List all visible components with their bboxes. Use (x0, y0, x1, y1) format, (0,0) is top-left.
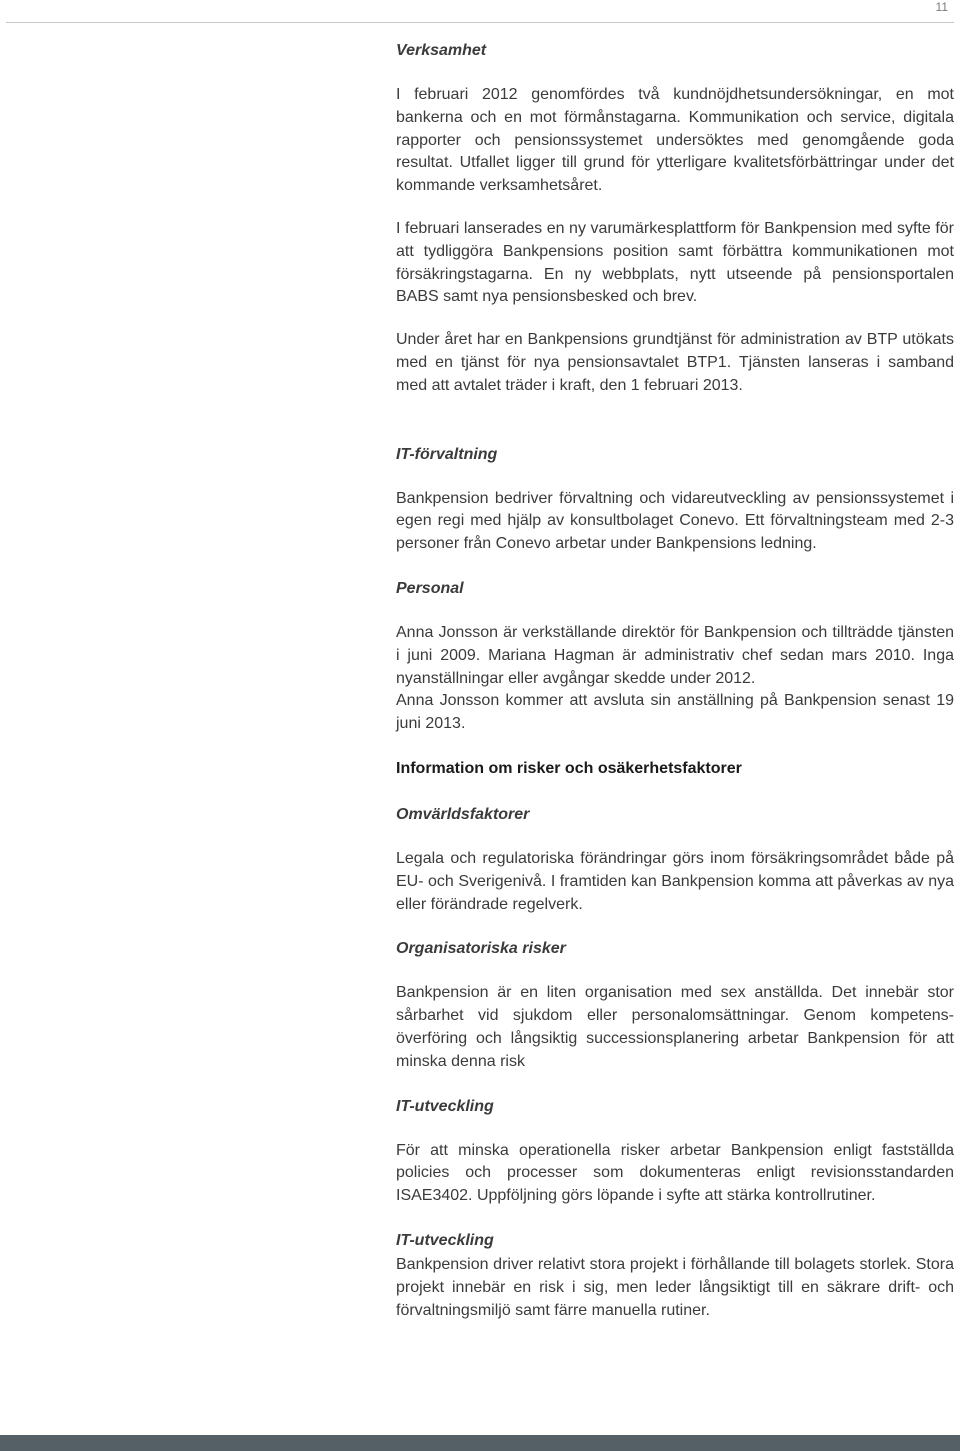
heading-it-utveckling-2: IT-utveckling (396, 1231, 494, 1249)
heading-omvarldsfaktorer: Omvärldsfaktorer (396, 805, 530, 823)
paragraph-organisatoriska-risker: Bankpension är en liten organisation med sex anställda. Det innebär stor sårbarhet vid sjukdom eller personalomsättningar. Genom kompetensöverföring och långsiktig successionsplanering arbetar Bankpension för att minska denna risk (396, 984, 954, 1070)
paragraph-it-utveckling-2: Bankpension driver relativt stora projekt i förhållande till bolagets storlek. Stora projekt innebär en risk i sig, men leder långsiktigt till en säkrare drift- och förvaltningsmiljö samt färre manuella rutiner. (396, 1255, 954, 1319)
paragraph-personal-1: Anna Jonsson är verkställande direktör för Bankpension och tillträdde tjänsten i juni 2009. Mariana Hagman är administrativ chef sedan mars 2010. Inga nyanställningar eller avgångar skedde under 2012. (396, 623, 954, 687)
footer-bar (0, 1435, 960, 1451)
heading-risker: Information om risker och osäkerhetsfaktorer (396, 759, 742, 777)
paragraph-it-forvaltning: Bankpension bedriver förvaltning och vidareutveckling av pensionssystemet i egen regi med hjälp av konsultbolaget Conevo. Ett förvaltningsteam med 2-3 personer från Conevo arbetar under Bankpensions ledning. (396, 489, 954, 553)
paragraph-verksamhet-3: Under året har en Bankpensions grundtjänst för administration av BTP utökats med en tjänst för nya pensionsavtalet BTP1. Tjänsten lanseras i samband med att avtalet träder i kraft, den 1 februari 2013. (396, 331, 954, 394)
paragraph-it-utveckling-1: För att minska operationella risker arbetar Bankpension enligt fastställda policies och processer som dokumenteras enligt revisionsstandarden ISAE3402. Uppföljning görs löpande i syfte att stärka kontrollrutiner. (396, 1141, 954, 1205)
heading-it-utveckling-1: IT-utveckling (396, 1097, 494, 1115)
heading-verksamhet: Verksamhet (396, 42, 487, 59)
document-body (396, 38, 954, 1322)
paragraph-verksamhet-2: I februari lanserades en ny varumärkesplattform för Bankpension med syfte för att tydliggöra Bankpensions position samt förbättra kommunikationen mot försäkringstagarna. En ny webbplats, nytt utseende på pensionsportalen BABS samt nya pensionsbesked och brev. (396, 219, 954, 306)
page-number: 11 (935, 0, 948, 14)
paragraph-omvarldsfaktorer: Legala och regulatoriska förändringar görs inom försäkringsområdet både på EU- och Sverigenivå. I framtiden kan Bankpension komma att påverkas av nya eller förändrade regelverk. (396, 849, 954, 913)
top-divider (6, 22, 954, 23)
heading-organisatoriska-risker: Organisatoriska risker (396, 940, 566, 958)
heading-it-forvaltning: IT-förvaltning (396, 445, 498, 463)
heading-personal: Personal (396, 579, 464, 597)
paragraph-verksamhet-1: I februari 2012 genomfördes två kundnöjdhetsundersökningar, en mot bankerna och en mot förmånstagarna. Kommunikation och service, digitala rapporter och pensionssystemet undersöktes med genomgående goda resultat. Utfallet ligger till grund för ytterligare kvalitetsförbättringar under det kommande verksamhetsåret. (396, 86, 954, 195)
paragraph-personal-2: Anna Jonsson kommer att avsluta sin anställning på Bankpension senast 19 juni 2013. (396, 692, 954, 733)
